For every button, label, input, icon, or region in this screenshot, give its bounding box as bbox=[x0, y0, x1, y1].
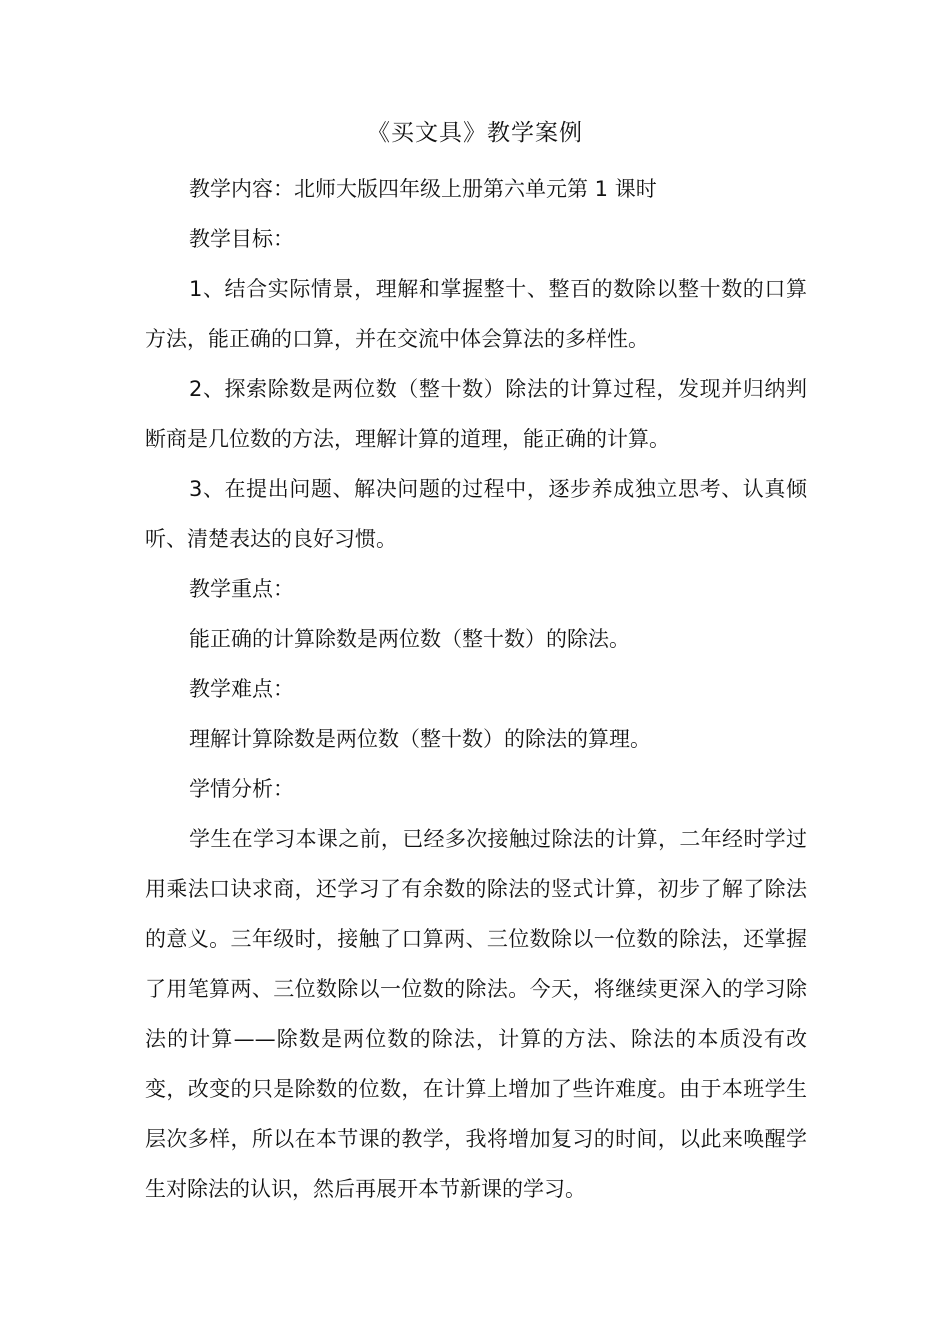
teaching-difficulty-text: 理解计算除数是两位数（整十数）的除法的算理。 bbox=[189, 727, 651, 751]
teaching-goals-heading: 教学目标： bbox=[189, 227, 294, 251]
document-body bbox=[145, 164, 807, 1214]
teaching-content-line: 教学内容：北师大版四年级上册第六单元第 1 课时 bbox=[189, 177, 657, 201]
student-analysis-heading: 学情分析： bbox=[189, 777, 294, 801]
teaching-focus-heading: 教学重点： bbox=[189, 577, 294, 601]
goal-item-3: 3、在提出问题、解决问题的过程中，逐步养成独立思考、认真倾听、清楚表达的良好习惯。 bbox=[145, 477, 807, 551]
goal-item-2: 2、探索除数是两位数（整十数）除法的计算过程，发现并归纳判断商是几位数的方法，理解计算的道理，能正确的计算。 bbox=[145, 377, 807, 451]
student-analysis-text: 学生在学习本课之前，已经多次接触过除法的计算，二年经时学过用乘法口诀求商，还学习了有余数的除法的竖式计算，初步了解了除法的意义。三年级时，接触了口算两、三位数除以一位数的除法，还掌握了用笔算两、三位数除以一位数的除法。今天，将继续更深入的学习除法的计算——除数是两位数的除法，计算的方法、除法的本质没有改变，改变的只是除数的位数，在计算上增加了些许难度。由于本班学生层次多样，所以在本节课的教学，我将增加复习的时间，以此来唤醒学生对除法的认识，然后再展开本节新课的学习。 bbox=[145, 827, 807, 1201]
teaching-focus-text: 能正确的计算除数是两位数（整十数）的除法。 bbox=[189, 627, 630, 651]
teaching-difficulty-heading: 教学难点： bbox=[189, 677, 294, 701]
goal-item-1: 1、结合实际情景，理解和掌握整十、整百的数除以整十数的口算方法，能正确的口算，并在交流中体会算法的多样性。 bbox=[145, 277, 807, 351]
document-title: 《买文具》教学案例 bbox=[367, 120, 583, 146]
